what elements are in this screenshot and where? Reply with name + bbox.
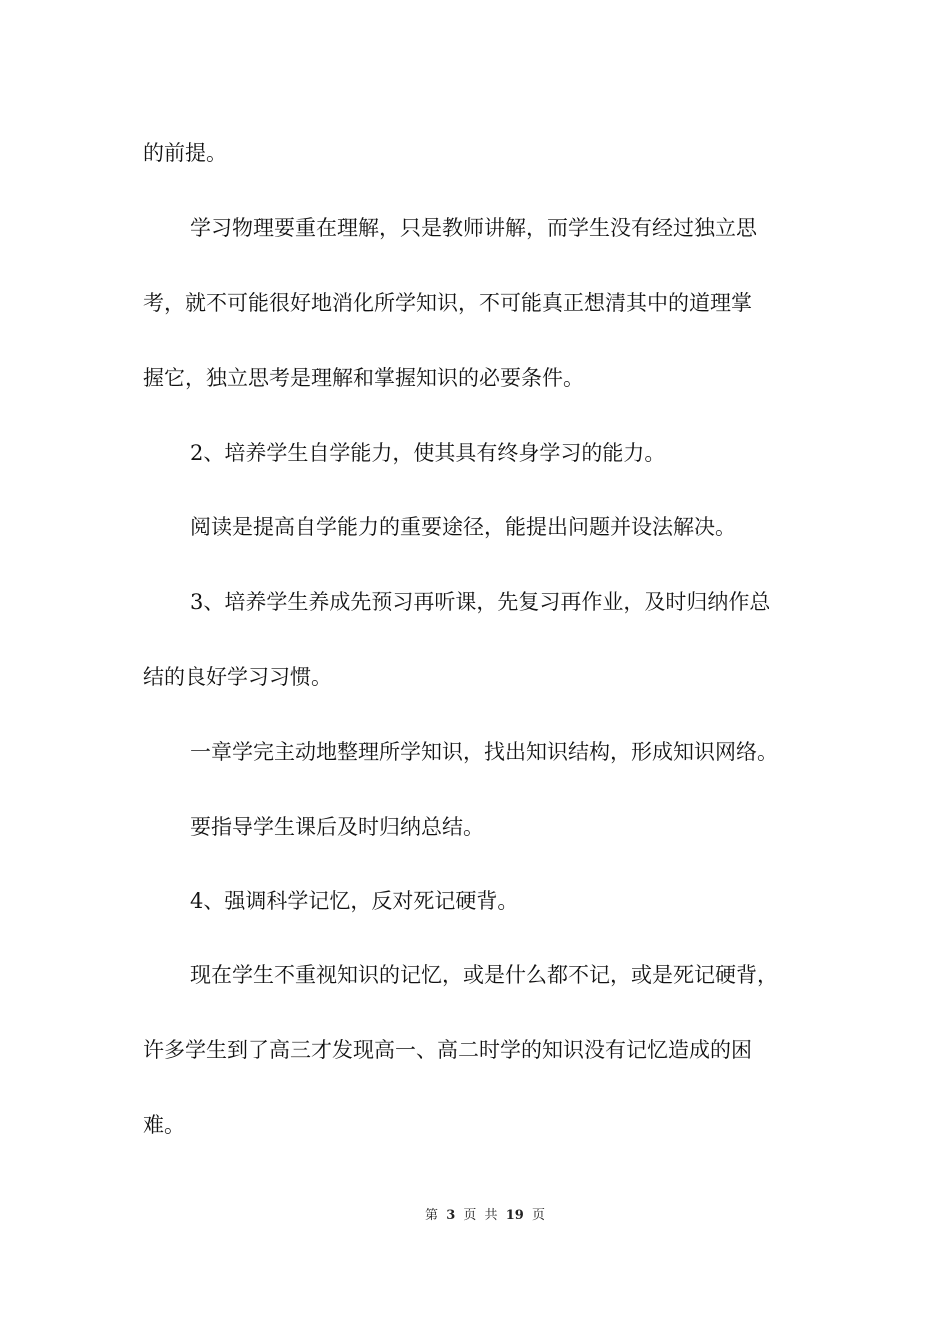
page-footer xyxy=(0,1206,950,1226)
paragraph-line-10: 要指导学生课后及时归纳总结。 xyxy=(190,815,484,839)
heading-item-2: 2、培养学生自学能力，使其具有终身学习的能力。 xyxy=(190,441,666,465)
paragraph-line-9: 一章学完主动地整理所学知识，找出知识结构，形成知识网络。 xyxy=(190,740,778,764)
heading-item-4: 4、强调科学记忆，反对死记硬背。 xyxy=(190,889,519,913)
text-line-13: 许多学生到了高三才发现高一、高二时学的知识没有记忆造成的困 xyxy=(143,1038,752,1062)
paragraph-line-12: 现在学生不重视知识的记忆，或是什么都不记，或是死记硬背， xyxy=(190,963,778,987)
footer-suffix: 页 xyxy=(531,1208,545,1223)
footer-page-word: 页 xyxy=(463,1208,477,1223)
footer-total-word: 共 xyxy=(484,1208,498,1223)
paragraph-line-2: 学习物理要重在理解，只是教师讲解，而学生没有经过独立思 xyxy=(190,216,757,240)
text-line-1: 的前提。 xyxy=(143,141,227,165)
total-page-count: 19 xyxy=(505,1208,524,1223)
heading-item-3: 3、培养学生养成先预习再听课，先复习再作业，及时归纳作总 xyxy=(190,590,771,614)
footer-prefix: 第 xyxy=(425,1208,439,1223)
current-page-number: 3 xyxy=(446,1208,456,1223)
text-line-8: 结的良好学习习惯。 xyxy=(143,665,332,689)
text-line-4: 握它，独立思考是理解和掌握知识的必要条件。 xyxy=(143,366,584,390)
text-line-14: 难。 xyxy=(143,1113,185,1137)
paragraph-line-6: 阅读是提高自学能力的重要途径，能提出问题并设法解决。 xyxy=(190,515,736,539)
text-line-3: 考，就不可能很好地消化所学知识，不可能真正想清其中的道理掌 xyxy=(143,291,752,315)
